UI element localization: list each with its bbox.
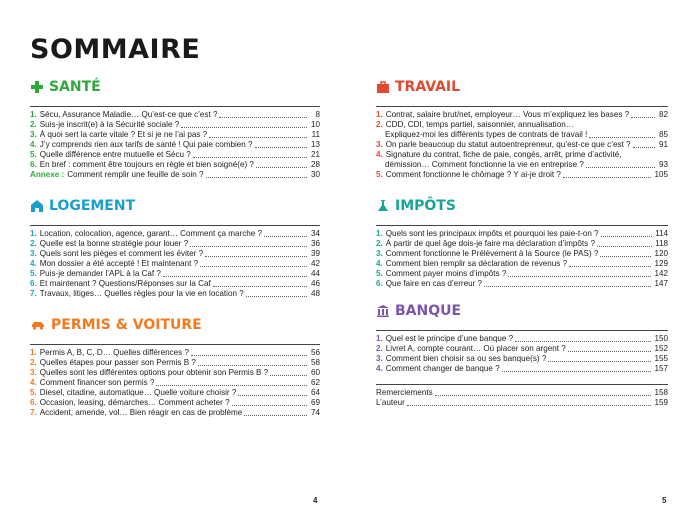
toc-entry[interactable]: 1. Permis A, B, C, D… Quelles différences ? 56 bbox=[30, 348, 320, 357]
toc-entry[interactable]: démission… Comment fonctionne la vie en entreprise ? 93 bbox=[385, 160, 668, 169]
section-travail bbox=[376, 78, 668, 180]
page-number-left: 4 bbox=[313, 496, 318, 505]
briefcase-icon bbox=[376, 80, 390, 94]
toc-entry[interactable]: 1. Location, colocation, agence, garant… Comment ça marche ? 34 bbox=[30, 229, 320, 238]
toc-entry[interactable]: 2. À partir de quel âge dois-je faire ma déclaration d’impôts ? 118 bbox=[376, 239, 668, 248]
section-title: TRAVAIL bbox=[395, 79, 461, 95]
house-icon bbox=[30, 199, 44, 213]
bank-icon bbox=[376, 304, 390, 318]
car-icon bbox=[30, 318, 46, 332]
toc-entry[interactable]: 5. Comment fonctionne le chômage ? Y ai-je droit ? 105 bbox=[376, 170, 668, 179]
section-impots bbox=[376, 197, 668, 289]
toc-entry[interactable]: L’auteur 159 bbox=[376, 398, 668, 407]
section-title: LOGEMENT bbox=[49, 198, 136, 214]
toc-entry[interactable]: 6. Que faire en cas d’erreur ? 147 bbox=[376, 279, 668, 288]
section-banque bbox=[376, 302, 668, 374]
toc-entry[interactable]: 3. Comment fonctionne le Prélèvement à la Source (le PAS) ? 120 bbox=[376, 249, 668, 258]
toc-entry[interactable]: Remerciements 158 bbox=[376, 388, 668, 397]
toc-entry[interactable]: 7. Accident, amende, vol… Bien réagir en cas de problème 74 bbox=[30, 408, 320, 417]
section-title: SANTÉ bbox=[49, 79, 101, 95]
toc-list bbox=[30, 225, 320, 299]
toc-entry[interactable]: 2. Livret A, compte courant… Où placer son argent ? 152 bbox=[376, 344, 668, 353]
toc-list bbox=[376, 384, 668, 408]
toc-entry[interactable]: 4. Comment changer de banque ? 157 bbox=[376, 364, 668, 373]
medical-cross-icon bbox=[30, 80, 44, 94]
toc-entry[interactable]: 1. Contrat, salaire brut/net, employeur… Vous m’expliquez les bases ? 82 bbox=[376, 110, 668, 119]
toc-entry[interactable]: 2. Suis-je inscrit(e) à la Sécurité sociale ? 10 bbox=[30, 120, 320, 129]
toc-entry[interactable]: 1. Sécu, Assurance Maladie… Qu’est-ce que c’est ? 8 bbox=[30, 110, 320, 119]
toc-entry[interactable]: 2. Quelle est la bonne stratégie pour louer ? 36 bbox=[30, 239, 320, 248]
toc-entry[interactable]: 5. Comment payer moins d’impôts ? 142 bbox=[376, 269, 668, 278]
toc-entry[interactable]: Expliquez-moi les différents types de contrats de travail ! 85 bbox=[385, 130, 668, 139]
toc-entry[interactable]: 7. Travaux, litiges… Quelles règles pour la vie en location ? 48 bbox=[30, 289, 320, 298]
toc-list bbox=[376, 225, 668, 289]
toc-entry[interactable]: 3. Quelles sont les différentes options pour obtenir son Permis B ? 60 bbox=[30, 368, 320, 377]
toc-list bbox=[30, 106, 320, 180]
section-header bbox=[30, 197, 320, 215]
section-permis bbox=[30, 316, 320, 418]
toc-entry[interactable]: 3. On parle beaucoup du statut autoentrepreneur, qu’est-ce que c’est ? 91 bbox=[376, 140, 668, 149]
flask-icon bbox=[376, 199, 390, 213]
page-title: SOMMAIRE bbox=[30, 34, 201, 65]
toc-entry[interactable]: 1. Quel est le principe d’une banque ? 150 bbox=[376, 334, 668, 343]
toc-entry[interactable]: 2. CDD, CDI, temps partiel, saisonnier, annualisation… bbox=[376, 120, 574, 129]
toc-entry[interactable]: 4. Signature du contrat, fiche de paie, congés, arrêt, prime d’activité, bbox=[376, 150, 622, 159]
section-title: BANQUE bbox=[395, 303, 462, 319]
toc-entry[interactable]: 4. J’y comprends rien aux tarifs de santé ! Qui paie combien ? 13 bbox=[30, 140, 320, 149]
section-header bbox=[30, 316, 320, 334]
toc-entry[interactable]: 5. Diesel, citadine, automatique… Quelle voiture choisir ? 64 bbox=[30, 388, 320, 397]
toc-entry[interactable]: 3. À quoi sert la carte vitale ? Et si je ne l’ai pas ? 11 bbox=[30, 130, 320, 139]
toc-entry[interactable]: 6. Et maintenant ? Questions/Réponses sur la Caf 46 bbox=[30, 279, 320, 288]
toc-entry[interactable]: Annexe : Comment remplir une feuille de soin ? 30 bbox=[30, 170, 320, 179]
toc-entry[interactable]: 6. Occasion, leasing, démarches… Comment acheter ? 69 bbox=[30, 398, 320, 407]
toc-entry[interactable]: 2. Quelles étapes pour passer son Permis B ? 58 bbox=[30, 358, 320, 367]
section-header bbox=[376, 78, 668, 96]
toc-entry[interactable]: 6. En bref : comment être toujours en règle et bien soigné(e) ? 28 bbox=[30, 160, 320, 169]
section-title: PERMIS & VOITURE bbox=[51, 317, 202, 333]
page-number-right: 5 bbox=[662, 496, 667, 505]
section-header bbox=[376, 302, 668, 320]
section-sante bbox=[30, 78, 320, 180]
toc-entry[interactable]: 4. Mon dossier a été accepté ! Et maintenant ? 42 bbox=[30, 259, 320, 268]
toc-entry[interactable]: 3. Comment bien choisir sa ou ses banque(s) ? 155 bbox=[376, 354, 668, 363]
toc-list bbox=[376, 106, 668, 180]
toc-entry[interactable]: 5. Puis-je demander l’APL à la Caf ? 44 bbox=[30, 269, 320, 278]
toc-entry[interactable]: 3. Quels sont les pièges et comment les éviter ? 39 bbox=[30, 249, 320, 258]
section-header bbox=[376, 197, 668, 215]
toc-list bbox=[30, 344, 320, 418]
toc-entry[interactable]: 4. Comment bien remplir sa déclaration de revenus ? 129 bbox=[376, 259, 668, 268]
section-title: IMPÔTS bbox=[395, 198, 456, 214]
toc-entry[interactable]: 4. Comment financer son permis ? 62 bbox=[30, 378, 320, 387]
section-extras bbox=[376, 384, 668, 408]
section-logement bbox=[30, 197, 320, 299]
toc-entry[interactable]: 1. Quels sont les principaux impôts et pourquoi les paie-t-on ? 114 bbox=[376, 229, 668, 238]
section-header bbox=[30, 78, 320, 96]
toc-entry[interactable]: 5. Quelle différence entre mutuelle et Sécu ? 21 bbox=[30, 150, 320, 159]
toc-list bbox=[376, 330, 668, 374]
